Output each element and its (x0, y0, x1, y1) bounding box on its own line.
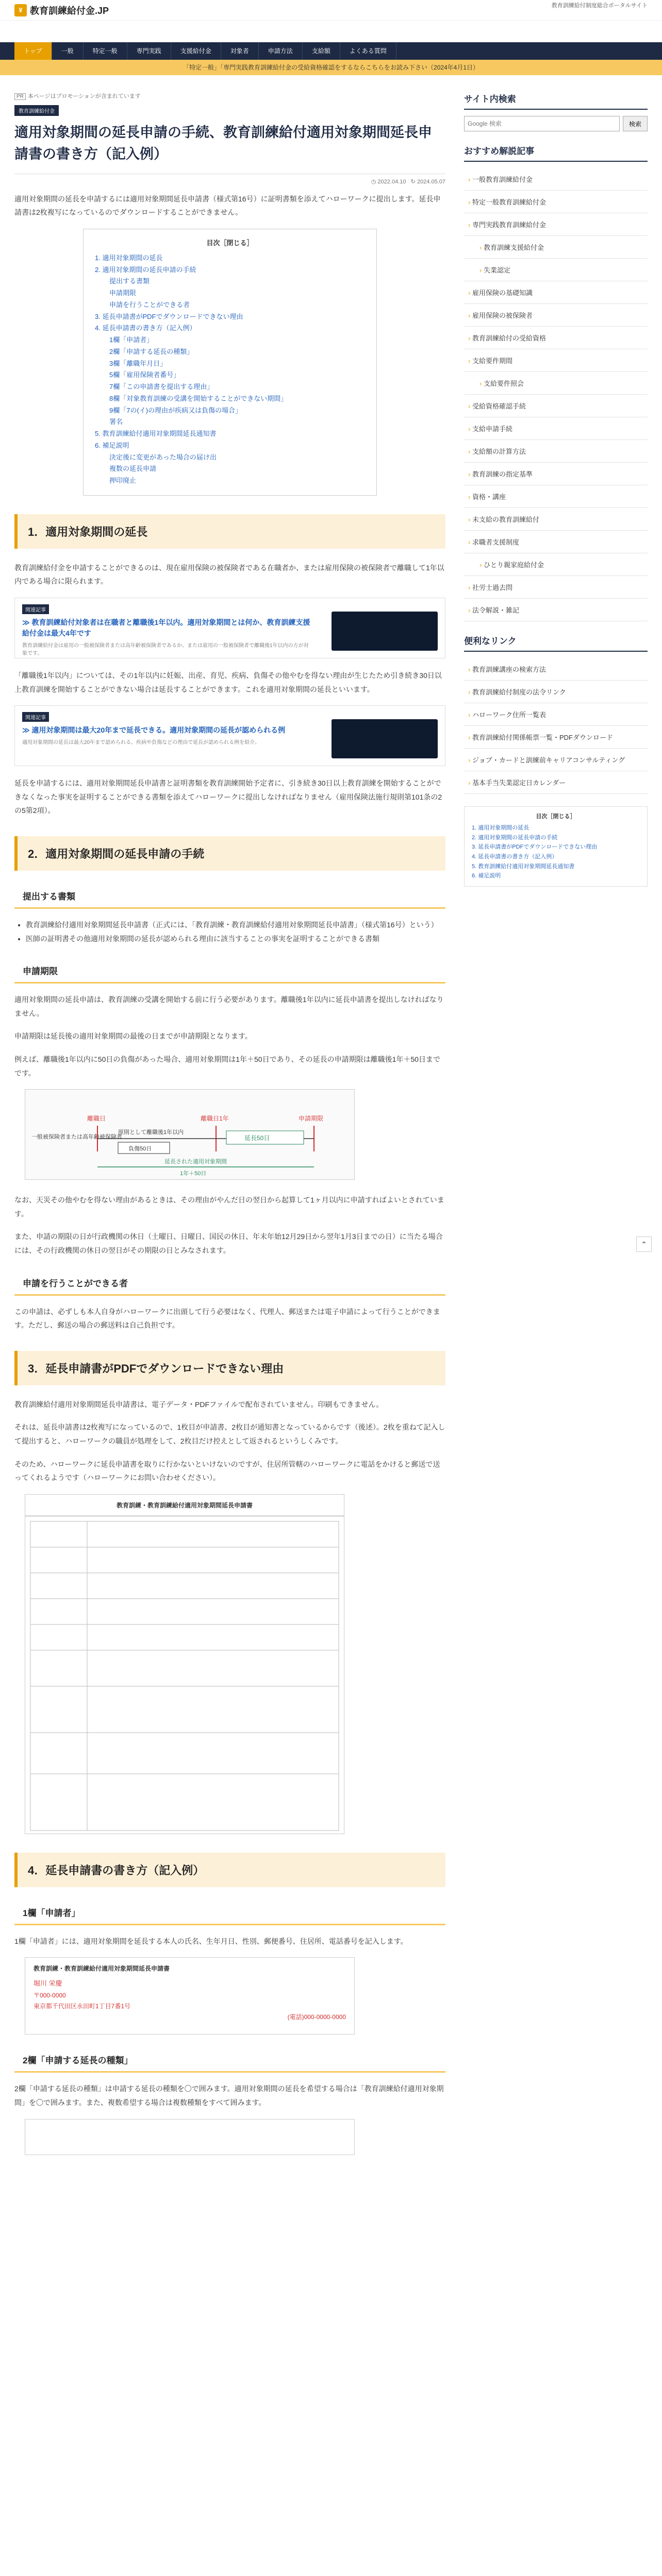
promo-note (14, 92, 445, 100)
page-title: 適用対象期間の延長申請の手続、教育訓練給付適用対象期間延長申請書の書き方（記入例） (14, 125, 432, 162)
search-input[interactable] (464, 116, 620, 131)
sidebar-item[interactable]: › 支給要件期間 (464, 349, 648, 372)
sidebar-toc-item[interactable]: 4. 延長申請書の書き方（記入例） (472, 854, 558, 860)
recommended-widget (464, 144, 648, 621)
toc-item[interactable]: 8欄「対象教育訓練の受講を開始することができない期間」 (109, 394, 288, 402)
paragraph: 教育訓練給付適用対象期間延長申請書は、電子データ・PDFファイルで配布されていません。印刷もできません。 (14, 1400, 384, 1409)
sidebar-item[interactable]: › 雇用保険の基礎知識 (464, 281, 648, 304)
sample-address: 東京都千代田区永田町1丁目7番1号 (34, 2003, 131, 2010)
toc-item[interactable]: 9欄「7の(イ)の理由が疾病又は負傷の場合」 (109, 406, 242, 414)
sidebar-toc (464, 806, 648, 887)
paragraph: 2欄「申請する延長の種類」は申請する延長の種類を〇で囲みます。適用対象期間の延長を希望する場合は「教育訓練給付適用対象期間」を〇で囲みます。また、複数希望する場合は複数種類をすべて囲みます。 (14, 2084, 444, 2107)
category-badge[interactable]: 教育訓練給付金 (14, 105, 59, 116)
links-widget (464, 634, 648, 794)
card-thumbnail (332, 612, 438, 651)
diagram-label: 延長された適用対象期間 (164, 1159, 227, 1165)
sidebar-item[interactable]: › 社労士過去問 (464, 576, 648, 599)
widget-title: 便利なリンク (464, 634, 648, 652)
paragraph: 適用対象期間の延長申請は、教育訓練の受講を開始する前に行う必要があります。離職後1年以内に延長申請書を提出しなければなりません。 (14, 995, 444, 1018)
pr-badge: PR (14, 93, 26, 100)
sidebar-item[interactable]: › 支給申請手続 (464, 417, 648, 440)
sidebar-link[interactable]: › ハローワーク住所一覧表 (464, 703, 648, 726)
sidebar-item[interactable]: › 法令解説・雑記 (464, 599, 648, 621)
subheading: 2欄「申請する延長の種類」 (14, 2048, 445, 2073)
paragraph: 申請期限は延長後の適用対象期間の最後の日までが申請期限となります。 (14, 1032, 252, 1041)
paragraph-text: 「離職後1年以内」については、その1年以内に妊娠、出産、育児、疾病、負傷その他やむを得ない理由が生じたため引き続き30日以上教育訓練を開始することができない場合は延長することができます。これを適用対象期間の延長といいます。 (14, 671, 442, 693)
toc-item[interactable]: 5. 教育訓練給付適用対象期間延長通知書 (95, 430, 217, 438)
form-sample-1 (25, 1957, 355, 2035)
sidebar-item[interactable]: › 資格・講座 (464, 485, 648, 508)
nav-item[interactable]: 対象者 (221, 42, 259, 60)
sidebar-item[interactable]: › 教育訓練の指定基準 (464, 463, 648, 485)
sidebar-link[interactable]: › 基本手当失業認定日カレンダー (464, 771, 648, 794)
bullet-list (26, 918, 445, 945)
published-date: 2022.04.10 (377, 178, 406, 185)
diagram-label: 離職日1年 (201, 1115, 229, 1123)
diagram-label: 1年＋50日 (180, 1171, 207, 1177)
sample-tel: (電話)000-0000-0000 (287, 2013, 346, 2021)
sidebar-toc-item[interactable]: 1. 適用対象期間の延長 (472, 825, 529, 831)
diagram-label: 一般被保険者または高年齢被保険者 (31, 1134, 122, 1141)
toc-item[interactable]: 押印廃止 (109, 477, 137, 485)
widget-title: おすすめ解説記事 (464, 144, 648, 162)
toc-item[interactable]: 5欄「雇用保険者番号」 (109, 371, 180, 379)
toc-item[interactable]: 3. 延長申請書がPDFでダウンロードできない理由 (95, 312, 243, 320)
paragraph (14, 669, 445, 696)
logo-icon: ¥ (14, 4, 27, 16)
toc-item[interactable]: 3欄「離職年月日」 (109, 359, 167, 367)
refresh-icon: ↻ (410, 178, 417, 185)
promo-text: 本ページはプロモーションが含まれています (27, 93, 141, 99)
card-desc: 教育訓練給付金は雇用の一般被保険者または高年齢被保険者であるか、または雇用の一般被保険者で離職後1年以内の方が対象です。 (22, 643, 309, 657)
nav-item[interactable]: 一般 (52, 42, 84, 60)
updated-date: 2024.05.07 (417, 178, 445, 185)
search-button[interactable]: 検索 (623, 116, 648, 131)
clock-icon: ◷ (371, 178, 378, 185)
site-header (0, 0, 662, 21)
toc-item[interactable]: 複数の延長申請 (109, 465, 157, 473)
nav-item[interactable]: 支援給付金 (171, 42, 221, 60)
subheading: 申請期限 (14, 959, 445, 984)
card-title[interactable]: ≫ 適用対象期間は最大20年まで延長できる。適用対象期間の延長が認められる例 (22, 726, 286, 735)
form-grid (25, 1516, 344, 1836)
toc-title[interactable]: 目次［閉じる］ (206, 239, 254, 247)
site-name: 教育訓練給付金.JP (30, 6, 109, 16)
nav-item[interactable]: 申請方法 (259, 42, 303, 60)
table-of-contents (83, 229, 377, 496)
search-widget (464, 92, 648, 131)
sidebar (464, 92, 648, 887)
sidebar-link[interactable]: › ジョブ・カードと訓練前キャリアコンサルティング (464, 749, 648, 771)
toc-item[interactable]: 4. 延長申請書の書き方（記入例） (95, 324, 196, 332)
article (14, 92, 445, 2168)
timeline-svg (25, 1090, 355, 1180)
sidebar-link[interactable]: › 教育訓練講座の検索方法 (464, 658, 648, 681)
section-heading-2: 2．適用対象期間の延長申請の手続 (14, 836, 445, 871)
sample-name: 堀川 栄慶 (34, 1979, 62, 1988)
section-heading-4: 4．延長申請書の書き方（記入例） (14, 1853, 445, 1887)
intro-text: 適用対象期間の延長を申請するには適用対象期間延長申請書（様式第16号）に証明書類を添えてハローワークに提出します。延長申請書は2枚複写になっているのでダウンロードすることができません。 (14, 194, 441, 217)
form-title: 教育訓練・教育訓練給付適用対象期間延長申請書 (34, 1965, 170, 1973)
diagram-label: 原則として離職後1年以内 (118, 1129, 184, 1136)
sidebar-item[interactable]: › 支給額の計算方法 (464, 440, 648, 463)
diagram-label: 負傷50日 (128, 1146, 152, 1153)
site-logo[interactable] (14, 4, 109, 17)
global-nav (0, 42, 662, 60)
sidebar-item[interactable]: › 教育訓練支援給付金 (464, 236, 648, 259)
form-title: 教育訓練・教育訓練給付適用対象期間延長申請書 (25, 1495, 344, 1516)
diagram-label: 申請期限 (299, 1115, 324, 1123)
form-image (25, 1494, 344, 1834)
subheading: 1欄「申請者」 (14, 1901, 445, 1925)
sidebar-item[interactable]: › 教育訓練給付の受給資格 (464, 327, 648, 349)
sidebar-item[interactable]: › 受給資格確認手続 (464, 395, 648, 417)
card-thumbnail (332, 719, 438, 758)
paragraph: なお、天災その他やむを得ない理由があるときは、その理由がやんだ日の翌日から起算して1ヶ月以内に申請すればよいとされています。 (14, 1196, 444, 1218)
paragraph: 例えば、離職後1年以内に50日の負傷があった場合、適用対象期間は1年＋50日であり、その延長の申請期限は離職後1年＋50日までです。 (14, 1055, 440, 1077)
sidebar-toc-item[interactable]: 2. 適用対象期間の延長申請の手続 (472, 834, 558, 841)
nav-item[interactable]: 特定一般 (84, 42, 127, 60)
paragraph: 教育訓練給付金を申請することができるのは、現在雇用保険の被保険者である在職者か、または雇用保険の被保険者で離職して1年以内である場合に限られます。 (14, 563, 444, 586)
toc-item[interactable]: 1欄「申請者」 (109, 336, 154, 344)
card-tag: 関連記事 (22, 712, 49, 722)
sidebar-item[interactable]: › ひとり親家庭給付金 (464, 553, 648, 576)
related-article-card[interactable] (14, 598, 445, 658)
widget-title: サイト内検索 (464, 92, 648, 110)
form-sample-2 (25, 2119, 355, 2155)
paragraph: また、申請の期限の日が行政機関の休日（土曜日、日曜日、国民の休日、年末年始12月29日から翌年1月3日までの日）に当たる場合には、その行政機関の休日の翌日がその期限の日とみなされます。 (14, 1232, 443, 1255)
related-article-card[interactable] (14, 705, 445, 766)
sidebar-item[interactable]: › 雇用保険の被保険者 (464, 304, 648, 327)
toc-item[interactable]: 2欄「申請する延長の種類」 (109, 347, 194, 355)
sidebar-item[interactable]: › 求職者支援制度 (464, 531, 648, 553)
toc-item[interactable]: 署名 (109, 418, 123, 426)
paragraph: この申請は、必ずしも本人自身がハローワークに出頭して行う必要はなく、代理人、郵送または電子申請によって行うことができます。ただし、郵送の場合の郵送料は自己負担です。 (14, 1307, 440, 1330)
sidebar-item[interactable]: › 特定一般教育訓練給付金 (464, 191, 648, 213)
card-tag: 関連記事 (22, 604, 49, 614)
sidebar-item[interactable]: › 失業認定 (464, 259, 648, 281)
sidebar-item[interactable]: › 専門実践教育訓練給付金 (464, 213, 648, 236)
section-heading-1: 1．適用対象期間の延長 (14, 514, 445, 549)
diagram-label: 延長50日 (244, 1134, 270, 1142)
diagram-label: 離職日 (87, 1115, 106, 1123)
toc-item[interactable]: 申請期限 (109, 289, 137, 297)
sidebar-link[interactable]: › 教育訓練給付関係帳票一覧・PDFダウンロード (464, 726, 648, 749)
toc-item[interactable]: 6. 補足説明 (95, 441, 129, 449)
nav-item[interactable]: よくある質問 (340, 42, 396, 60)
site-tagline: 教育訓練給付制度総合ポータルサイト (551, 3, 648, 9)
card-title[interactable]: ≫ 教育訓練給付対象者は在職者と離職後1年以内。適用対象期間とは何か、教育訓練支援給付金は最大4年です (22, 618, 310, 638)
subheading: 申請を行うことができる者 (14, 1271, 445, 1296)
paragraph: 1欄「申請者」には、適用対象期間を延長する本人の氏名、生年月日、性別、郵便番号、住居所、電話番号を記入します。 (14, 1937, 408, 1945)
sidebar-item[interactable]: › 未支給の教育訓練給付 (464, 508, 648, 531)
card-desc: 適用対象期間の延長は最大20年まで認められる。疾病や負傷などの理由で延長が認められる例を紹介。 (22, 740, 260, 746)
nav-item[interactable]: 専門実践 (127, 42, 171, 60)
list-item: • 教育訓練給付適用対象期間延長申請書（正式には、「教育訓練・教育訓練給付適用対象期間延長申請書」（様式第16号）という） (26, 918, 445, 932)
toc-item[interactable]: 1. 適用対象期間の延長 (95, 253, 163, 262)
sidebar-link[interactable]: › 教育訓練給付制度の法令リンク (464, 681, 648, 703)
nav-item[interactable]: トップ (14, 42, 52, 60)
notice-banner[interactable]: 「特定一般」「専門実践教育訓練給付金の受給資格確認をするならこちらをお読み下さい（2024年4月1日） (0, 60, 662, 75)
paragraph: 延長を申請するには、適用対象期間延長申請書と証明書類を教育訓練開始予定者に、引き続き30日以上教育訓練を開始することができなくなった事実を証明することができる書類を添えてハローワークに提出しなければなりません（雇用保険法施行規則第101条の2の5第2項）。 (14, 779, 442, 815)
sidebar-item[interactable]: › 支給要件照会 (464, 372, 648, 395)
post-dates (14, 174, 445, 185)
subheading: 提出する書類 (14, 884, 445, 909)
sidebar-toc-item[interactable]: 3. 延長申請書がPDFでダウンロードできない理由 (472, 844, 598, 851)
section-heading-3: 3．延長申請書がPDFでダウンロードできない理由 (14, 1351, 445, 1385)
timeline-diagram (25, 1089, 355, 1180)
toc-item[interactable]: 提出する書類 (109, 277, 150, 285)
nav-item[interactable]: 支給額 (303, 42, 340, 60)
list-item: • 医師の証明書その他適用対象期間の延長が認められる理由に該当することの事実を証明することができる書類 (26, 932, 445, 946)
sidebar-toc-title[interactable]: 目次［閉じる］ (536, 814, 576, 820)
toc-item[interactable]: 決定後に変更があった場合の届け出 (109, 453, 217, 461)
toc-item[interactable]: 7欄「この申請書を提出する理由」 (109, 383, 214, 391)
toc-item[interactable]: 2. 適用対象期間の延長申請の手続 (95, 265, 196, 274)
sidebar-toc-item[interactable]: 6. 補足説明 (472, 873, 501, 879)
paragraph: そのため、ハローワークに延長申請書を取りに行かないといけないのですが、住居所管轄のハローワークに電話をかけると郵送で送ってくれるようです（ハローワークにお問い合わせください）。 (14, 1460, 440, 1482)
page-top-button[interactable]: ⌃ (636, 1236, 652, 1252)
paragraph: それは、延長申請書は2枚複写になっているので、1枚目が申請書、2枚目が通知書となっているからです（後述）。2枚を重ねて記入して提出すると、ハローワークの職員が処理をして、2枚目だけ控えとして返されるというしくみです。 (14, 1423, 445, 1445)
sample-zip: 〒000-0000 (34, 1992, 66, 1999)
sidebar-toc-item[interactable]: 5. 教育訓練給付適用対象期間延長通知書 (472, 863, 575, 870)
toc-item[interactable]: 申請を行うことができる者 (109, 300, 190, 309)
sidebar-item[interactable]: › 一般教育訓練給付金 (464, 168, 648, 191)
